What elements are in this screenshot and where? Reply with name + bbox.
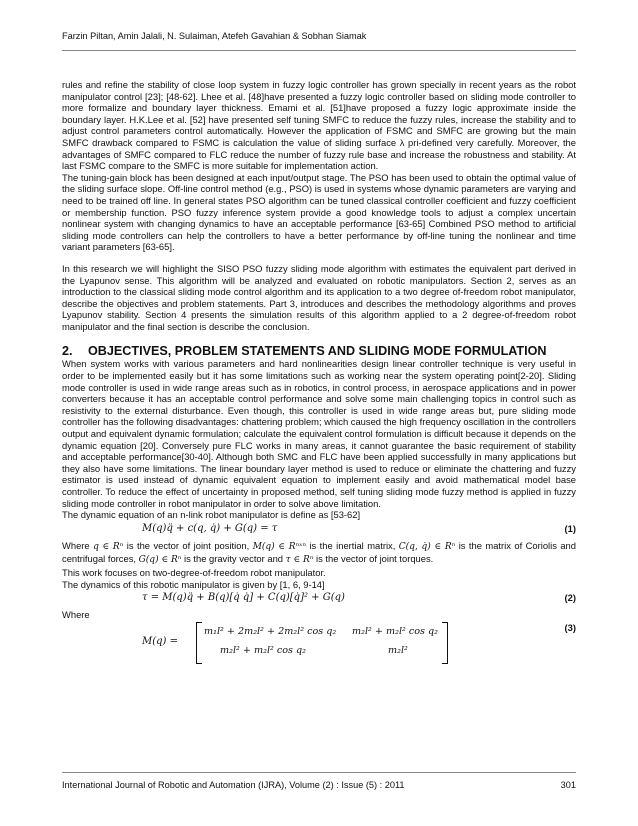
header-rule: [62, 50, 576, 51]
equation-3-matrix: [62, 622, 576, 664]
paragraph-2dof-focus: This work focuses on two-degree-of-freedom robot manipulator.: [62, 566, 326, 578]
section-heading: [62, 344, 576, 358]
matrix-right-bracket: [442, 622, 448, 664]
paragraph-where: Where: [62, 609, 90, 621]
matrix-m21: m₂l² + m₂l² cos q₂: [220, 644, 307, 656]
journal-citation: International Journal of Robotic and Automation (IJRA), Volume (2) : Issue (5) : 2011: [62, 780, 405, 790]
equation-1-expression: M(q)q̈ + c(q, q̇) + G(q) = τ: [142, 522, 278, 534]
matrix-left-bracket: [196, 622, 202, 664]
paragraph-symbol-definitions: Where q ∈ Rⁿ is the vector of joint position, M(q) ∈ Rⁿˣⁿ is the inertial matrix, C(q, q̇) ∈ Rⁿ is the matrix of Coriolis and centrifugal forces, G(q) ∈ Rⁿ is the gravity vector and τ ∈ Rⁿ is the vector of joint torques.: [62, 539, 576, 566]
paragraph-outline: In this research we will highlight the SISO PSO fuzzy sliding mode algorithm with estimates the equivalent part derived in the Lyapunov sense. This algorithm will be analyzed and evaluated on robotic manipulators. Section 2, serves as an introduction to the classical sliding mode control algorithm and its application to a two degree of-freedom robot manipulator, describe the objectives and problem statements. Part 3, introduces and describes the methodology algorithms and proves Lyapunov stability. Section 4 presents the simulation results of this algorithm applied to a 2 degree-of-freedom robot manipulator and the final section is describe the conclusion.: [62, 262, 576, 332]
page-body: [62, 79, 576, 664]
matrix-m11: m₁l² + 2m₂l² + 2m₂l² cos q₂: [204, 625, 337, 637]
paragraph-dynamic-intro: The dynamic equation of an n-link robot manipulator is define as [53-62]: [62, 509, 361, 521]
equation-1-number: (1): [564, 522, 576, 534]
equation-1: [62, 523, 576, 537]
paragraph-fuzzy-smc-review: rules and refine the stability of close loop system in fuzzy logic controller has grown specially in recent years as the robot manipulator control [23]; [48-62]. Lhee et al. [48]have presented a fuzzy logic controller based on sliding mode controller to more formalize and boundary layer thickness. Emami et al. [51]have proposed a fuzzy logic approximate inside the boundary layer. H.K.Lee et al. [52] have presented self tuning SMFC to reduce the fuzzy rules, increase the stability and to adjust control parameters control automatically. However the application of FSMC and SMFC are growing but the main SMFC drawback compared to FSMC is calculation the value of sliding surface λ pri-defined very carefully. Moreover, the advantages of SMFC compared to FLC reduce the number of fuzzy rule base and increase the robustness and stability. At last FSMC compare to the SMFC is more suitable for implementation action.: [62, 79, 576, 172]
matrix-lhs: M(q) =: [142, 635, 179, 647]
paragraph-smc-background: When system works with various parameters and hard nonlinearities design linear controller technique is very useful in order to be implemented easily but it has some limitations such as working near the system operating point[2-20]. Sliding mode controller is used in wide range areas such as in robotics, in control process, in aerospace applications and in power converters because it has an acceptable control performance and solve some main challenging topics in control such as resistivity to the external disturbance. Even though, this controller is used in wide range areas but, pure sliding mode controller has the following disadvantages: chattering problem; which caused the high frequency oscillation in the controllers output and equivalent dynamic formulation; calculate the equivalent control formulation is difficult because it depends on the dynamic equation [20]. Conversely pure FLC works in many areas, it cannot guarantee the basic requirement of stability and acceptable performance[30-40]. Although both SMC and FLC have been applied successfully in many applications but they also have some limitations. The linear boundary layer method is used to reduce or eliminate the chattering and fuzzy estimator is used instead of dynamic equivalent equation to implement easily and avoid mathematical model base controller. To reduce the effect of uncertainty in proposed method, self tuning sliding mode fuzzy method is applied in fuzzy sliding mode controller in robot manipulator in order to solve above limitation.: [62, 358, 576, 509]
equation-2-expression: τ = M(q)q̈ + B(q)[q̇ q̇] + C(q)[q̇]² + G(q): [142, 592, 345, 604]
matrix-m12: m₂l² + m₂l² cos q₂: [352, 625, 439, 637]
footer-rule: [62, 772, 576, 773]
running-header: Farzin Piltan, Amin Jalali, N. Sulaiman, Atefeh Gavahian & Sobhan Siamak: [62, 31, 367, 41]
page-footer: [62, 780, 576, 790]
equation-2: [62, 592, 576, 606]
equation-3-number: (3): [564, 621, 576, 633]
section-number: 2.: [62, 344, 73, 359]
section-title: OBJECTIVES, PROBLEM STATEMENTS AND SLIDING MODE FORMULATION: [88, 344, 547, 359]
equation-2-number: (2): [564, 592, 576, 604]
paragraph-dynamics-given: The dynamics of this robotic manipulator is given by [1, 6, 9-14]: [62, 578, 325, 590]
matrix-m22: m₂l²: [388, 644, 408, 656]
page-number: 301: [560, 780, 576, 790]
paragraph-tuning-gain: The tuning-gain block has been designed at each input/output stage. The PSO has been used to obtain the optimal value of the sliding surface slope. Off-line control method (e.g., PSO) is used in systems whose dynamic parameters are varying and need to be trained off line. In general states PSO algorithm can be tuned classical controller coefficient and fuzzy coefficient or membership function. PSO fuzzy inference system provide a good knowledge tools to adjust a complex uncertain nonlinear system with changing dynamics to have an acceptable performance [63-65] Combined PSO method to artificial sliding mode controllers can help the controllers to have a better performance by off-line tuning the nonlinear and time variant parameters [63-65].: [62, 171, 576, 253]
